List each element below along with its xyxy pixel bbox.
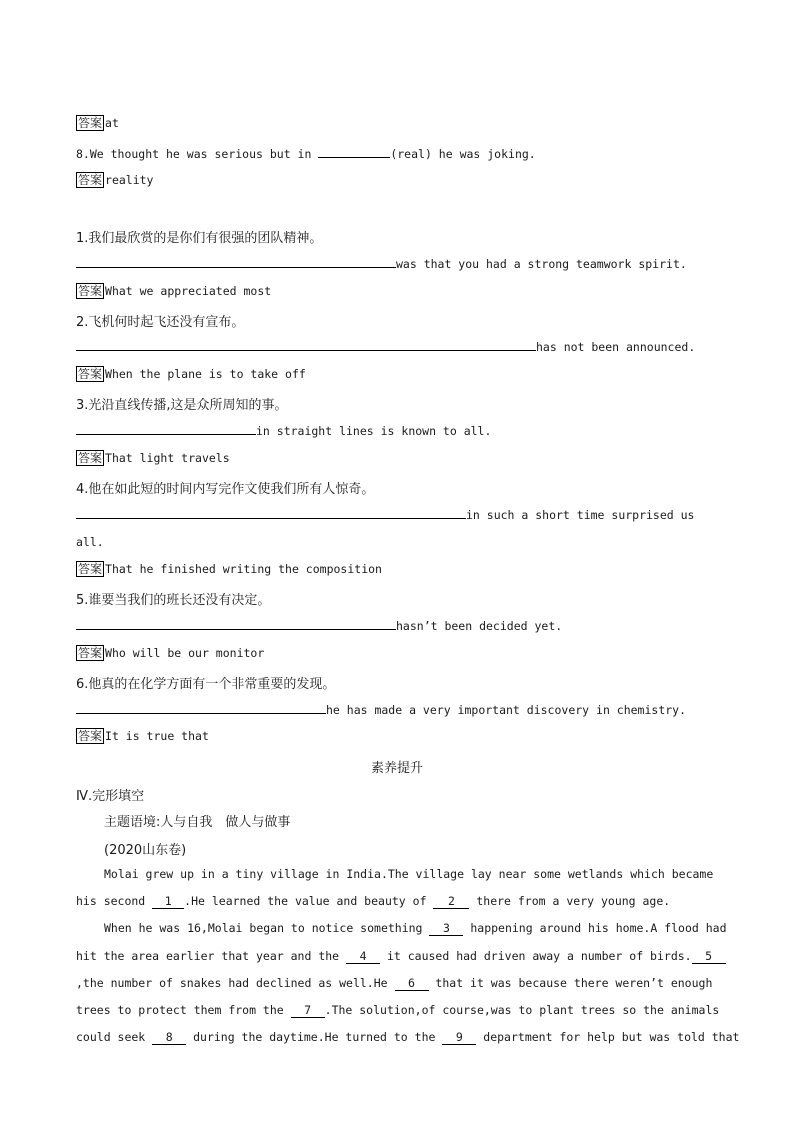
sentence-row — [76, 256, 687, 271]
cloze-blank: 8 — [152, 1030, 186, 1045]
passage-text: trees to protect them from the — [76, 1003, 291, 1017]
answer-blank — [318, 146, 390, 158]
question-text: (real) he was joking. — [390, 147, 536, 161]
passage-text: .The solution,of course,was to plant trees so the animals — [324, 1003, 720, 1017]
passage-text: When he was 16,Molai began to notice something — [104, 921, 430, 935]
answer-row — [76, 561, 382, 577]
section-title: 素养提升 — [370, 761, 423, 776]
sentence-text: in straight lines is known to all. — [256, 424, 492, 438]
sentence-prompt: 1.我们最欣赏的是你们有很强的团队精神。 — [76, 231, 323, 246]
sentence-text: hasn’t been decided yet. — [396, 619, 563, 633]
sentence-text: he has made a very important discovery in chemistry. — [326, 703, 687, 717]
sentence-text: in such a short time surprised us — [466, 508, 695, 522]
sentence-text: was that you had a strong teamwork spirit. — [396, 257, 687, 271]
answer-tag: 答案 — [78, 173, 103, 187]
answer-tag: 答案 — [78, 367, 103, 381]
passage-text: that it was because there weren’t enough — [428, 976, 713, 990]
answer-row — [76, 366, 306, 382]
answer-row — [76, 172, 153, 188]
question-text: 8.We thought he was serious but in — [76, 147, 319, 161]
cloze-blank: 2 — [433, 894, 469, 909]
passage-line — [76, 1003, 718, 1018]
question-8 — [76, 146, 536, 161]
passage-text: ,the number of snakes had declined as well.He — [76, 976, 395, 990]
answer-text: Who will be our monitor — [105, 646, 265, 660]
answer-tag: 答案 — [78, 646, 103, 660]
answer-row — [76, 645, 264, 661]
passage-line — [104, 921, 727, 936]
sentence-row — [76, 339, 695, 354]
answer-text: That light travels — [105, 451, 230, 465]
theme-line: 主题语境:人与自我 做人与做事 — [104, 815, 291, 830]
answer-blank — [76, 507, 466, 519]
passage-text: could seek — [76, 1030, 153, 1044]
answer-tag: 答案 — [78, 562, 103, 576]
passage-text: during the daytime.He turned to the — [186, 1030, 443, 1044]
cloze-blank: 5 — [692, 949, 726, 964]
answer-text: It is true that — [105, 729, 209, 743]
source-line: (2020山东卷) — [104, 843, 187, 858]
sentence-row — [76, 702, 686, 717]
cloze-blank: 9 — [442, 1030, 476, 1045]
answer-row — [76, 115, 119, 131]
answer-tag: 答案 — [78, 284, 103, 298]
sentence-row — [76, 507, 694, 522]
cloze-blank: 6 — [395, 976, 429, 991]
sentence-prompt: 3.光沿直线传播,这是众所周知的事。 — [76, 398, 288, 413]
answer-row — [76, 450, 230, 466]
cloze-blank: 4 — [346, 949, 380, 964]
sentence-prompt: 5.谁要当我们的班长还没有决定。 — [76, 593, 271, 608]
cloze-blank: 1 — [152, 894, 184, 909]
sentence-prompt: 4.他在如此短的时间内写完作文使我们所有人惊奇。 — [76, 482, 375, 497]
answer-text: at — [105, 116, 119, 130]
answer-tag: 答案 — [78, 116, 103, 130]
passage-text: his second — [76, 894, 153, 908]
answer-blank — [76, 702, 326, 714]
answer-blank — [76, 256, 396, 268]
passage-line — [76, 1030, 740, 1045]
answer-tag: 答案 — [78, 451, 103, 465]
cloze-blank: 3 — [429, 921, 463, 936]
passage-text: it caused had driven away a number of birds. — [380, 949, 692, 963]
cloze-blank: 7 — [291, 1003, 325, 1018]
answer-tag: 答案 — [78, 729, 103, 743]
passage-line: Molai grew up in a tiny village in India.The village lay near some wetlands which became — [104, 867, 714, 881]
passage-line — [76, 949, 718, 964]
answer-text: That he finished writing the composition — [105, 562, 382, 576]
sentence-prompt: 2.飞机何时起飞还没有宣布。 — [76, 315, 245, 330]
sentence-text: has not been announced. — [536, 340, 696, 354]
sentence-row — [76, 423, 491, 438]
answer-text: When the plane is to take off — [105, 367, 306, 381]
passage-text: .He learned the value and beauty of — [184, 894, 434, 908]
passage-text: there from a very young age. — [469, 894, 671, 908]
sentence-text: all. — [76, 535, 104, 549]
passage-line — [76, 976, 718, 991]
passage-text: department for help but was told that — [476, 1030, 740, 1044]
section-heading: Ⅳ.完形填空 — [76, 789, 145, 804]
passage-text: hit the area earlier that year and the — [76, 949, 347, 963]
answer-row — [76, 728, 209, 744]
answer-blank — [76, 618, 396, 630]
sentence-prompt: 6.他真的在化学方面有一个非常重要的发现。 — [76, 677, 336, 692]
answer-text: What we appreciated most — [105, 284, 272, 298]
sentence-row — [76, 618, 562, 633]
answer-blank — [76, 339, 536, 351]
answer-blank — [76, 423, 256, 435]
answer-text: reality — [105, 173, 154, 187]
passage-line — [76, 894, 718, 909]
passage-text: happening around his home.A flood had — [463, 921, 727, 935]
answer-row — [76, 283, 271, 299]
